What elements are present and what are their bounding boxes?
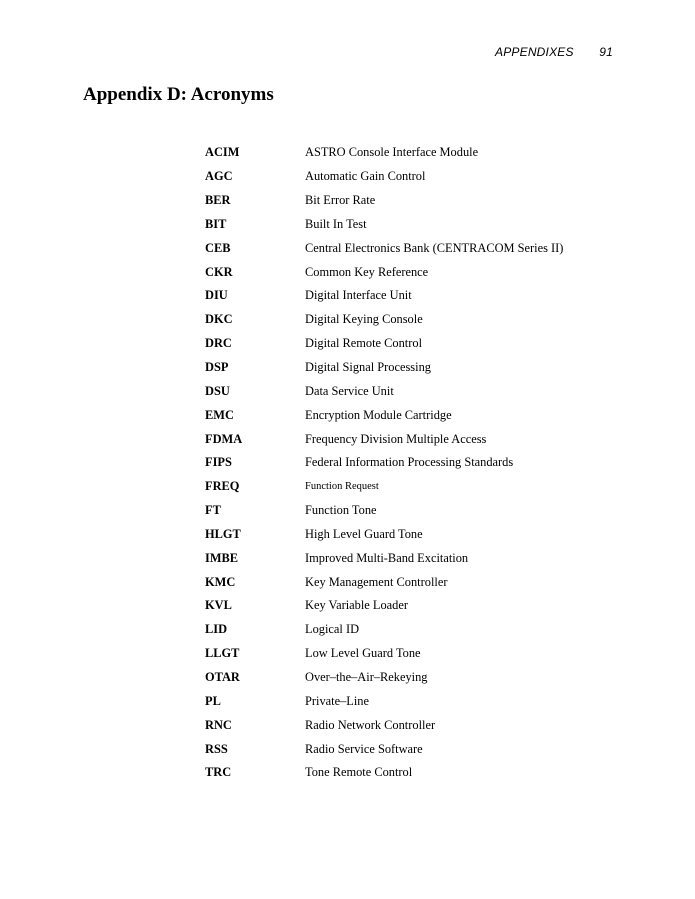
acronym-row bbox=[205, 427, 563, 451]
acronym-row bbox=[205, 689, 563, 713]
acronym-definition: Digital Remote Control bbox=[305, 336, 423, 351]
acronym-abbreviation: FIPS bbox=[205, 455, 232, 470]
acronym-definition: Private–Line bbox=[305, 693, 369, 708]
acronym-abbreviation: DKC bbox=[205, 312, 233, 327]
acronym-abbreviation: DSU bbox=[205, 383, 230, 398]
acronym-row bbox=[205, 213, 563, 237]
acronym-row bbox=[205, 308, 563, 332]
page-title: Appendix D: Acronyms bbox=[83, 84, 274, 105]
acronym-abbreviation: FT bbox=[205, 503, 221, 518]
acronym-definition: Logical ID bbox=[305, 622, 360, 637]
acronym-definition: Radio Service Software bbox=[305, 741, 423, 756]
acronym-row bbox=[205, 737, 563, 761]
acronym-definition: Over–the–Air–Rekeying bbox=[305, 669, 428, 684]
acronym-abbreviation: IMBE bbox=[205, 550, 239, 565]
acronym-abbreviation: DSP bbox=[205, 360, 229, 375]
acronym-abbreviation: LID bbox=[205, 622, 228, 637]
acronym-row bbox=[205, 451, 563, 475]
acronym-definition: Tone Remote Control bbox=[305, 765, 413, 780]
acronym-abbreviation: BIT bbox=[205, 216, 227, 231]
acronym-abbreviation: CEB bbox=[205, 240, 231, 255]
acronym-abbreviation: FDMA bbox=[205, 431, 243, 446]
acronym-row bbox=[205, 666, 563, 690]
header-section-title: APPENDIXES bbox=[495, 45, 574, 59]
running-header bbox=[495, 45, 613, 59]
acronym-definition: Encryption Module Cartridge bbox=[305, 407, 452, 422]
acronym-definition: Digital Keying Console bbox=[305, 312, 423, 327]
acronym-row bbox=[205, 523, 563, 547]
acronym-definition: Central Electronics Bank (CENTRACOM Series II) bbox=[305, 240, 564, 255]
acronym-definition: Key Variable Loader bbox=[305, 598, 408, 613]
acronym-definition: Federal Information Processing Standards bbox=[305, 455, 514, 470]
acronym-abbreviation: LLGT bbox=[205, 646, 240, 661]
acronym-definition: Digital Signal Processing bbox=[305, 360, 431, 375]
acronym-definition: Bit Error Rate bbox=[305, 193, 376, 208]
acronym-abbreviation: AGC bbox=[205, 169, 233, 184]
acronym-abbreviation: FREQ bbox=[205, 479, 240, 494]
acronym-abbreviation: PL bbox=[205, 693, 221, 708]
acronym-abbreviation: DIU bbox=[205, 288, 228, 303]
acronym-definition: Improved Multi-Band Excitation bbox=[305, 550, 469, 565]
acronym-definition: Automatic Gain Control bbox=[305, 169, 426, 184]
acronym-definition: ASTRO Console Interface Module bbox=[305, 145, 479, 160]
acronym-abbreviation: KVL bbox=[205, 598, 232, 613]
acronym-row bbox=[205, 141, 563, 165]
acronym-row bbox=[205, 379, 563, 403]
acronym-row bbox=[205, 499, 563, 523]
acronym-abbreviation: RNC bbox=[205, 717, 232, 732]
acronym-abbreviation: OTAR bbox=[205, 669, 240, 684]
acronym-abbreviation: DRC bbox=[205, 336, 232, 351]
acronym-row bbox=[205, 403, 563, 427]
acronym-abbreviation: HLGT bbox=[205, 526, 241, 541]
acronym-abbreviation: CKR bbox=[205, 264, 233, 279]
acronym-row bbox=[205, 236, 563, 260]
acronym-row bbox=[205, 570, 563, 594]
acronym-abbreviation: EMC bbox=[205, 407, 234, 422]
acronym-row bbox=[205, 594, 563, 618]
acronym-row bbox=[205, 332, 563, 356]
acronym-row bbox=[205, 260, 563, 284]
acronym-row bbox=[205, 284, 563, 308]
acronym-definition: Digital Interface Unit bbox=[305, 288, 412, 303]
acronym-definition: Built In Test bbox=[305, 216, 367, 231]
acronym-definition: Radio Network Controller bbox=[305, 717, 436, 732]
page-number: 91 bbox=[599, 45, 613, 59]
acronym-row bbox=[205, 475, 563, 499]
acronym-definition: Function Request bbox=[305, 481, 379, 493]
acronym-definition: High Level Guard Tone bbox=[305, 526, 423, 541]
acronym-definition: Frequency Division Multiple Access bbox=[305, 431, 487, 446]
acronym-row bbox=[205, 618, 563, 642]
acronym-row bbox=[205, 165, 563, 189]
acronym-row bbox=[205, 713, 563, 737]
acronym-abbreviation: TRC bbox=[205, 765, 232, 780]
acronym-list bbox=[205, 141, 563, 785]
acronym-row bbox=[205, 546, 563, 570]
acronym-abbreviation: ACIM bbox=[205, 145, 240, 160]
acronym-definition: Key Management Controller bbox=[305, 574, 448, 589]
acronym-definition: Low Level Guard Tone bbox=[305, 646, 421, 661]
acronym-row bbox=[205, 642, 563, 666]
acronym-row bbox=[205, 356, 563, 380]
acronym-row bbox=[205, 761, 563, 785]
acronym-definition: Data Service Unit bbox=[305, 383, 394, 398]
acronym-abbreviation: RSS bbox=[205, 741, 228, 756]
acronym-abbreviation: KMC bbox=[205, 574, 236, 589]
acronym-definition: Common Key Reference bbox=[305, 264, 429, 279]
acronym-definition: Function Tone bbox=[305, 503, 377, 518]
acronym-row bbox=[205, 189, 563, 213]
acronym-abbreviation: BER bbox=[205, 193, 231, 208]
